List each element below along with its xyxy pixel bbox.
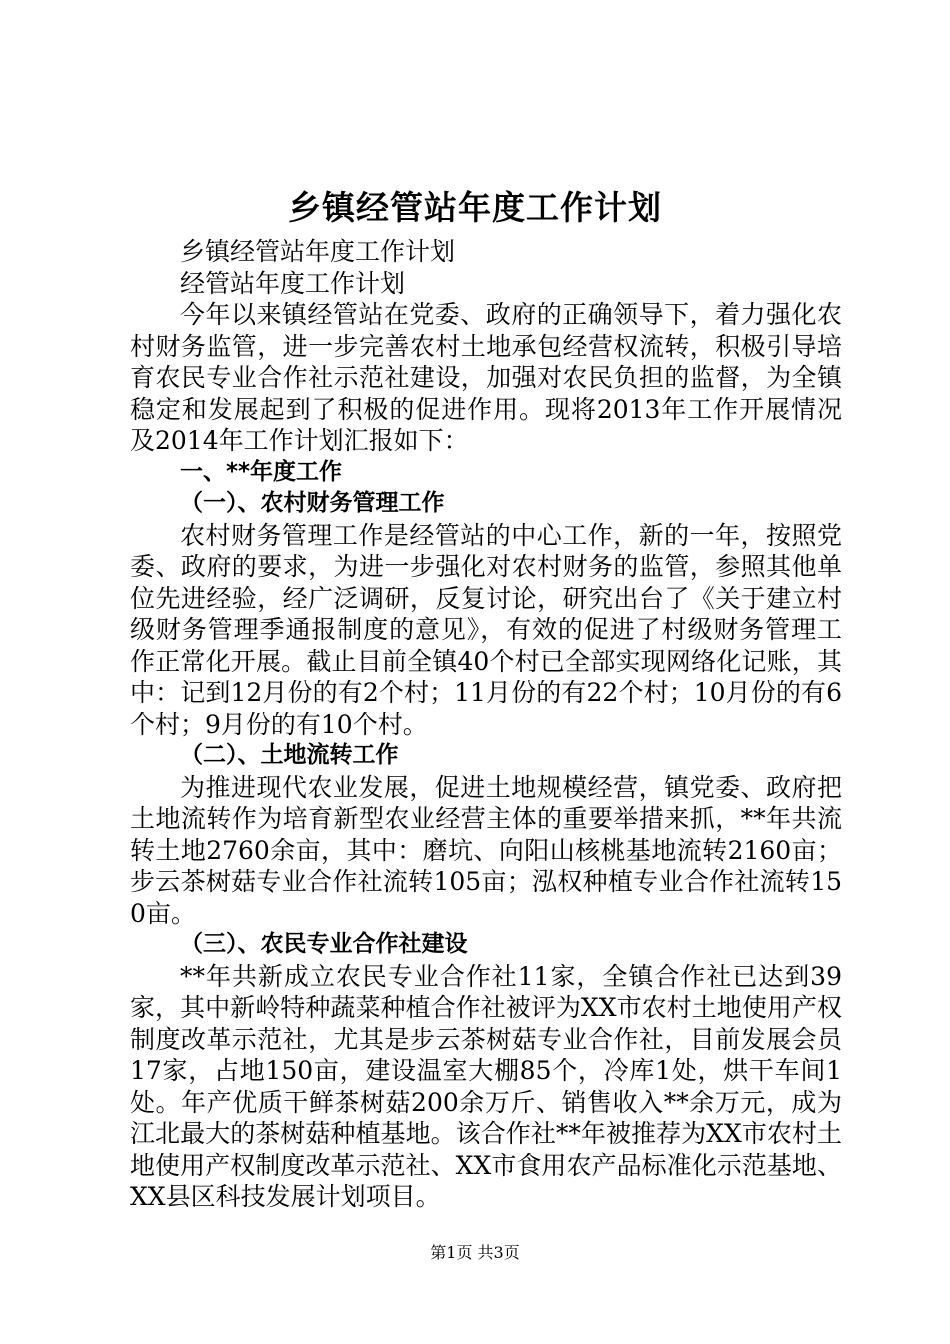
page-footer: 第1页 共3页 [430,1243,520,1262]
section-heading-annual-work: 一、**年度工作 [180,458,343,485]
finance-paragraph: 农村财务管理工作是经管站的中心工作，新的一年，按照党委、政府的要求，为进一步强化对农村财务的监管，参照其他单位先进经验，经广泛调研，反复讨论，研究出台了《关于建立村级财务管理季通报制度的意见》，有效的促进了村级财务管理工作正常化开展。截止目前全镇40个村已全部实现网络化记账，其中：记到12月份的有2个村；11月份的有22个村；10月份的有6个村；9月份的有10个村。 [130,520,842,739]
cooperatives-paragraph: **年共新成立农民专业合作社11家，全镇合作社已达到39家，其中新岭特种蔬菜种植合作社被评为XX市农村土地使用产权制度改革示范社，尤其是步云茶树菇专业合作社，目前发展会员17家，占地150亩，建设温室大棚85个，冷库1处，烘干车间1处。年产优质干鲜茶树菇200余万斤、销售收入**余万元，成为江北最大的茶树菇种植基地。该合作社**年被推荐为XX市农村土地使用产权制度改革示范社、XX市食用农产品标准化示范基地、XX县区科技发展计划项目。 [130,961,842,1211]
intro-paragraph: 今年以来镇经管站在党委、政府的正确领导下，着力强化农村财务监管，进一步完善农村土地承包经营权流转，积极引导培育农民专业合作社示范社建设，加强对农民负担的监督，为全镇稳定和发展起到了积极的促进作用。现将2013年工作开展情况及2014年工作计划汇报如下： [130,300,842,455]
land-transfer-paragraph: 为推进现代农业发展，促进土地规模经营，镇党委、政府把土地流转作为培育新型农业经营主体的重要举措来抓，**年共流转土地2760余亩，其中：磨坑、向阳山核桃基地流转2160亩；步云茶树菇专业合作社流转105亩；泓权种植专业合作社流转150亩。 [130,772,842,928]
subtitle-line-1: 乡镇经管站年度工作计划 [180,237,456,266]
subtitle-line-2: 经管站年度工作计划 [180,268,406,298]
subsection-heading-cooperatives: （三）、农民专业合作社建设 [180,931,468,957]
subsection-heading-finance: （一）、农村财务管理工作 [180,490,445,516]
document-body [130,236,842,1213]
document-title: 乡镇经管站年度工作计划 [288,188,662,227]
subsection-heading-land-transfer: （二）、土地流转工作 [180,742,399,768]
